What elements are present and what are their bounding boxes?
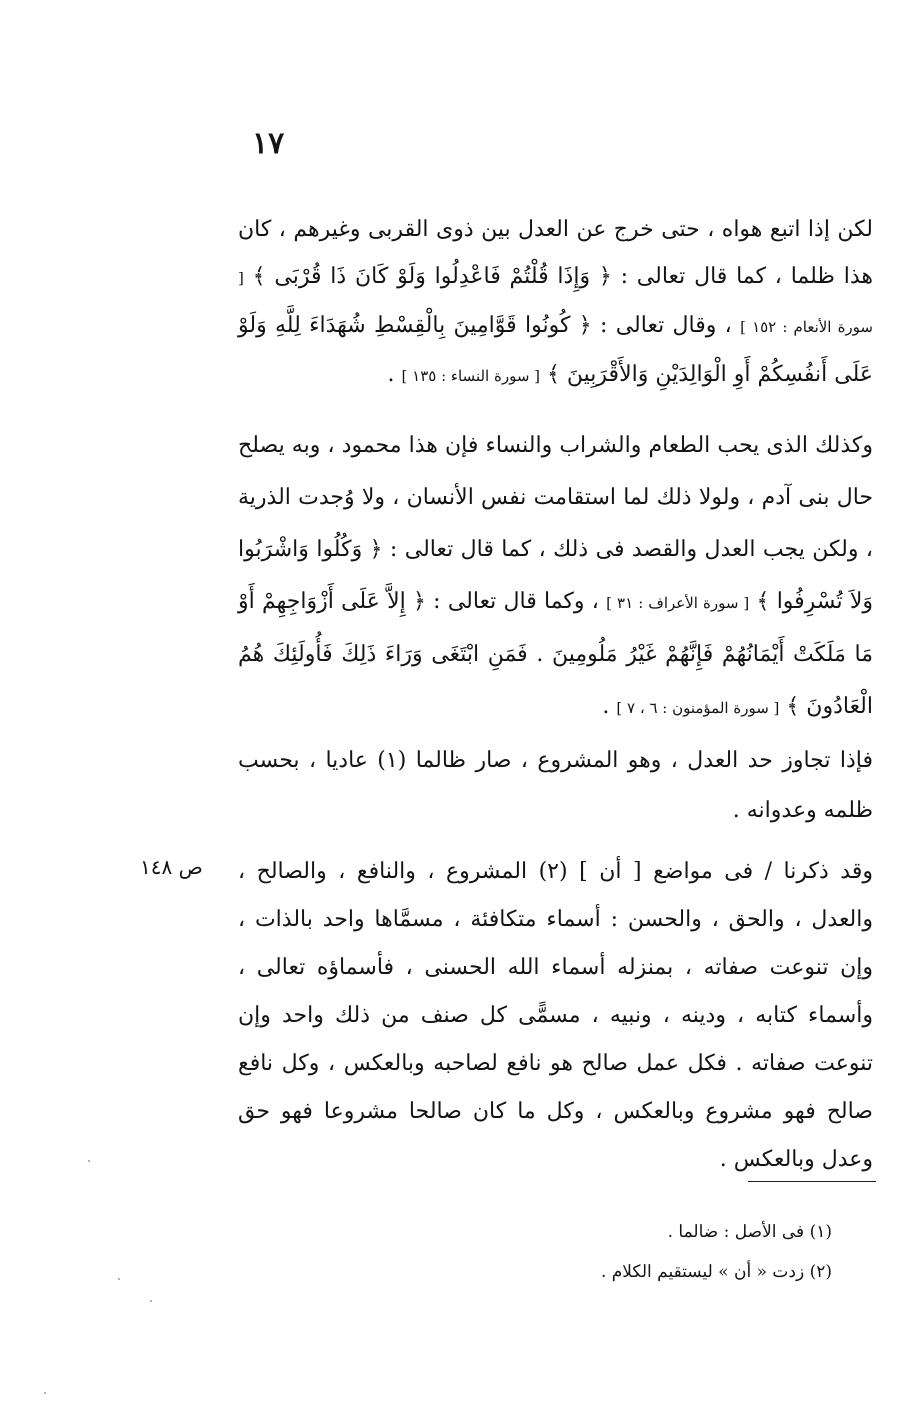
paragraph-1 [238,206,873,400]
quran-reference: [ سورة الأنعام : ١٥٢ ] [238,269,873,336]
footnote-2: (٢) زدت « أن » ليستقيم الكلام . [600,1262,832,1282]
footnotes [540,1212,832,1292]
quran-reference: [ سورة الأعراف : ٣١ ] [606,594,750,612]
footnote-1: (١) فى الأصل : ضالما . [667,1222,832,1242]
scan-speck [88,1160,90,1162]
scan-speck [44,1392,46,1394]
paragraph-2-text-continued: ، وكما قال تعالى : ﴿ إِلاَّ عَلَى أَزْوَاجِهِمْ أَوْ مَا مَلَكَتْ أَيْمَانُهُمْ فَإِنَّهُمْ غَيْرُ مَلُومِينَ . فَمَنِ ابْتَغَى وَرَاءَ ذَلِكَ فَأُولَئِكَ هُمُ الْعَادُونَ ﴾ [238,589,873,719]
scan-speck [150,1300,152,1302]
paragraph-2 [238,420,873,734]
paragraph-1-text-continued: ، وقال تعالى : ﴿ كُونُوا قَوَّامِينَ بِالْقِسْطِ شُهَدَاءَ لِلَّهِ وَلَوْ عَلَى أَنفُسِكُمْ أَوِ الْوَالِدَيْنِ وَالأَقْرَبِينَ ﴾ [238,313,873,387]
paragraph-3 [238,736,873,836]
sentence-end: . [602,694,610,719]
paragraph-4 [238,848,873,1184]
paragraph-4-text: وقد ذكرنا / فى مواضع [ أن ] (٢) المشروع ، والنافع ، والصالح ، والعدل ، والحق ، والحسن : أسماء متكافئة ، مسمَّاها واحد بالذات ، وإن تنوعت صفاته ، بمنزله أسماء الله الحسنى ، فأسماؤه تعالى ، وأسماء كتابه ، ودينه ، ونبيه ، مسمًّى كل صنف من ذلك واحد وإن تنوعت صفاته . فكل عمل صالح هو نافع لصاحبه وبالعكس ، وكل نافع صالح فهو مشروع وبالعكس ، وكل ما كان صالحا مشروعا فهو حق وعدل وبالعكس . [238,859,873,1172]
paragraph-1-text: لكن إذا اتبع هواه ، حتى خرج عن العدل بين ذوى القربى وغيرهم ، كان هذا ظلما ، كما قال تعالى : ﴿ وَإِذَا قُلْتُمْ فَاعْدِلُوا وَلَوْ كَانَ ذَا قُرْبَى ﴾ [238,217,873,289]
margin-page-reference: ص ١٤٨ [140,855,203,879]
page-number: ١٧ [252,126,285,161]
scan-speck [118,1278,120,1280]
quran-reference: [ سورة النساء : ١٣٥ ] [401,367,541,385]
sentence-end: . [387,362,395,387]
footnote-divider [748,1181,876,1182]
paragraph-3-text: فإذا تجاوز حد العدل ، وهو المشروع ، صار ظالما (١) عاديا ، بحسب ظلمه وعدوانه . [238,748,873,823]
quran-reference: [ سورة المؤمنون : ٦ ، ٧ ] [616,699,780,717]
paragraph-2-text: وكذلك الذى يحب الطعام والشراب والنساء فإن هذا محمود ، وبه يصلح حال بنى آدم ، ولولا ذلك لما استقامت نفس الأنسان ، ولا وُجدت الذرية ، ولكن يجب العدل والقصد فى ذلك ، كما قال تعالى : ﴿ وَكُلُوا وَاشْرَبُوا وَلاَ تُسْرِفُوا ﴾ [238,433,873,614]
